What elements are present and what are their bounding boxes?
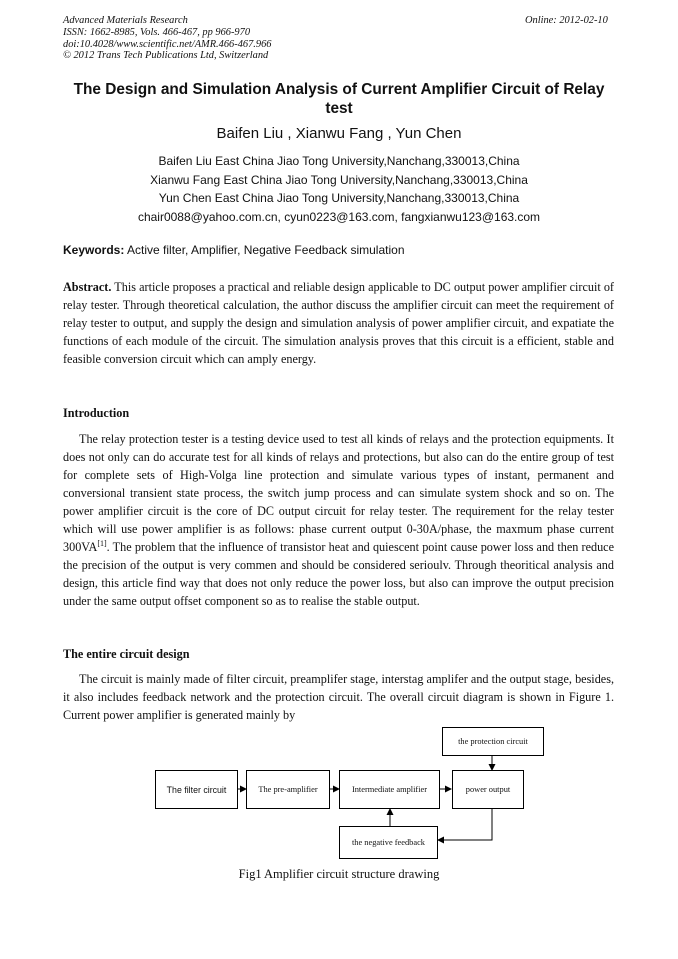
author-list: Baifen Liu , Xianwu Fang , Yun Chen [216, 125, 462, 142]
journal-doi: doi:10.4028/www.scientific.net/AMR.466-467.966 [63, 38, 272, 50]
author-emails: chair0088@yahoo.com.cn, cyun0223@163.com, fangxianwu123@163.com [137, 209, 541, 224]
journal-copyright: © 2012 Trans Tech Publications Ltd, Switzerland [63, 50, 269, 62]
circuit-paragraph: The circuit is mainly made of filter circuit, preamplifer stage, interstag amplifer and the output stage, besides, it also includes feedback network and the protection circuit. The overall circuit diagram is shown in Figure 1. Current power amplifier is generated mainly by [63, 672, 614, 722]
online-date: Online: 2012-02-10 [525, 15, 608, 26]
abstract [63, 278, 614, 368]
intermediate-amplifier-box: Intermediate amplifier [339, 770, 440, 809]
affiliation-line: Xianwu Fang East China Jiao Tong University,Nanchang,330013,China [150, 172, 528, 187]
keywords [63, 243, 405, 258]
figure-caption: Fig1 Amplifier circuit structure drawing [238, 867, 440, 881]
journal-header [63, 15, 271, 62]
introduction-text-cont: . The problem that the influence of transistor heat and quiescent point cause power loss and then reduce the precision of the output is very commen and should be considered serioulv. Through theoritical analysis and design, this article find way that does not only reduce the power loss, but also can improve the output precision under the same output offset component so as to realise the stable output. [63, 540, 614, 608]
journal-issn: ISSN: 1662-8985, Vols. 466-467, pp 966-970 [63, 26, 251, 38]
keywords-label: Keywords: [63, 243, 125, 257]
title-line-1: The Design and Simulation Analysis of Current Amplifier Circuit of Relay [73, 81, 605, 98]
citation-ref: [1] [97, 538, 107, 548]
journal-name: Advanced Materials Research [63, 15, 188, 26]
affiliation-line: Yun Chen East China Jiao Tong University,Nanchang,330013,China [158, 191, 520, 205]
filter-circuit-box: The filter circuit [155, 770, 238, 809]
pre-amplifier-box: The pre-amplifier [246, 770, 330, 809]
protection-circuit-box: the protection circuit [442, 727, 544, 756]
arrow-power-to-feedback [438, 808, 492, 840]
paper-title [60, 80, 618, 118]
abstract-text: This article proposes a practical and reliable design applicable to DC output power amplifier circuit of relay tester. Through theoretical calculation, the author discuss the amplifier circuit can meet the requirement of relay tester to output, and supply the design and simulation analysis of power amplifier circuit, and expatiate the functions of each module of the circuit. The simulation analysis proves that this circuit is a efficient, stable and feasible conversion circuit which can amply energy. [63, 280, 614, 366]
title-line-2: test [325, 100, 353, 117]
power-output-box: power output [452, 770, 524, 809]
introduction-text: The relay protection tester is a testing device used to test all kinds of relays and the protection equipments. It does not only can do accurate test for all kinds of relays and protections, but also can do the entire group of test for complete sets of High-Volga line protection and simulate various types of instant, permanent and conversional transient state process, the switch jump process and can simulate system shock and so on. The power amplifier circuit is the core of DC output circuit for relay tester. The requirement for the relay tester which will use power amplifier is as follows: phase current output 0-30A/phase, the maxmum phase current 300VA [63, 432, 614, 554]
keywords-text: Active filter, Amplifier, Negative Feedback simulation [124, 243, 405, 257]
introduction-paragraph [63, 430, 614, 610]
abstract-label: Abstract. [63, 280, 112, 294]
section-heading-circuit-design: The entire circuit design [63, 647, 190, 661]
section-heading-introduction: Introduction [63, 406, 130, 420]
affiliation-line: Baifen Liu East China Jiao Tong University,Nanchang,330013,China [158, 154, 520, 168]
affiliations [60, 152, 618, 226]
negative-feedback-box: the negative feedback [339, 826, 438, 859]
